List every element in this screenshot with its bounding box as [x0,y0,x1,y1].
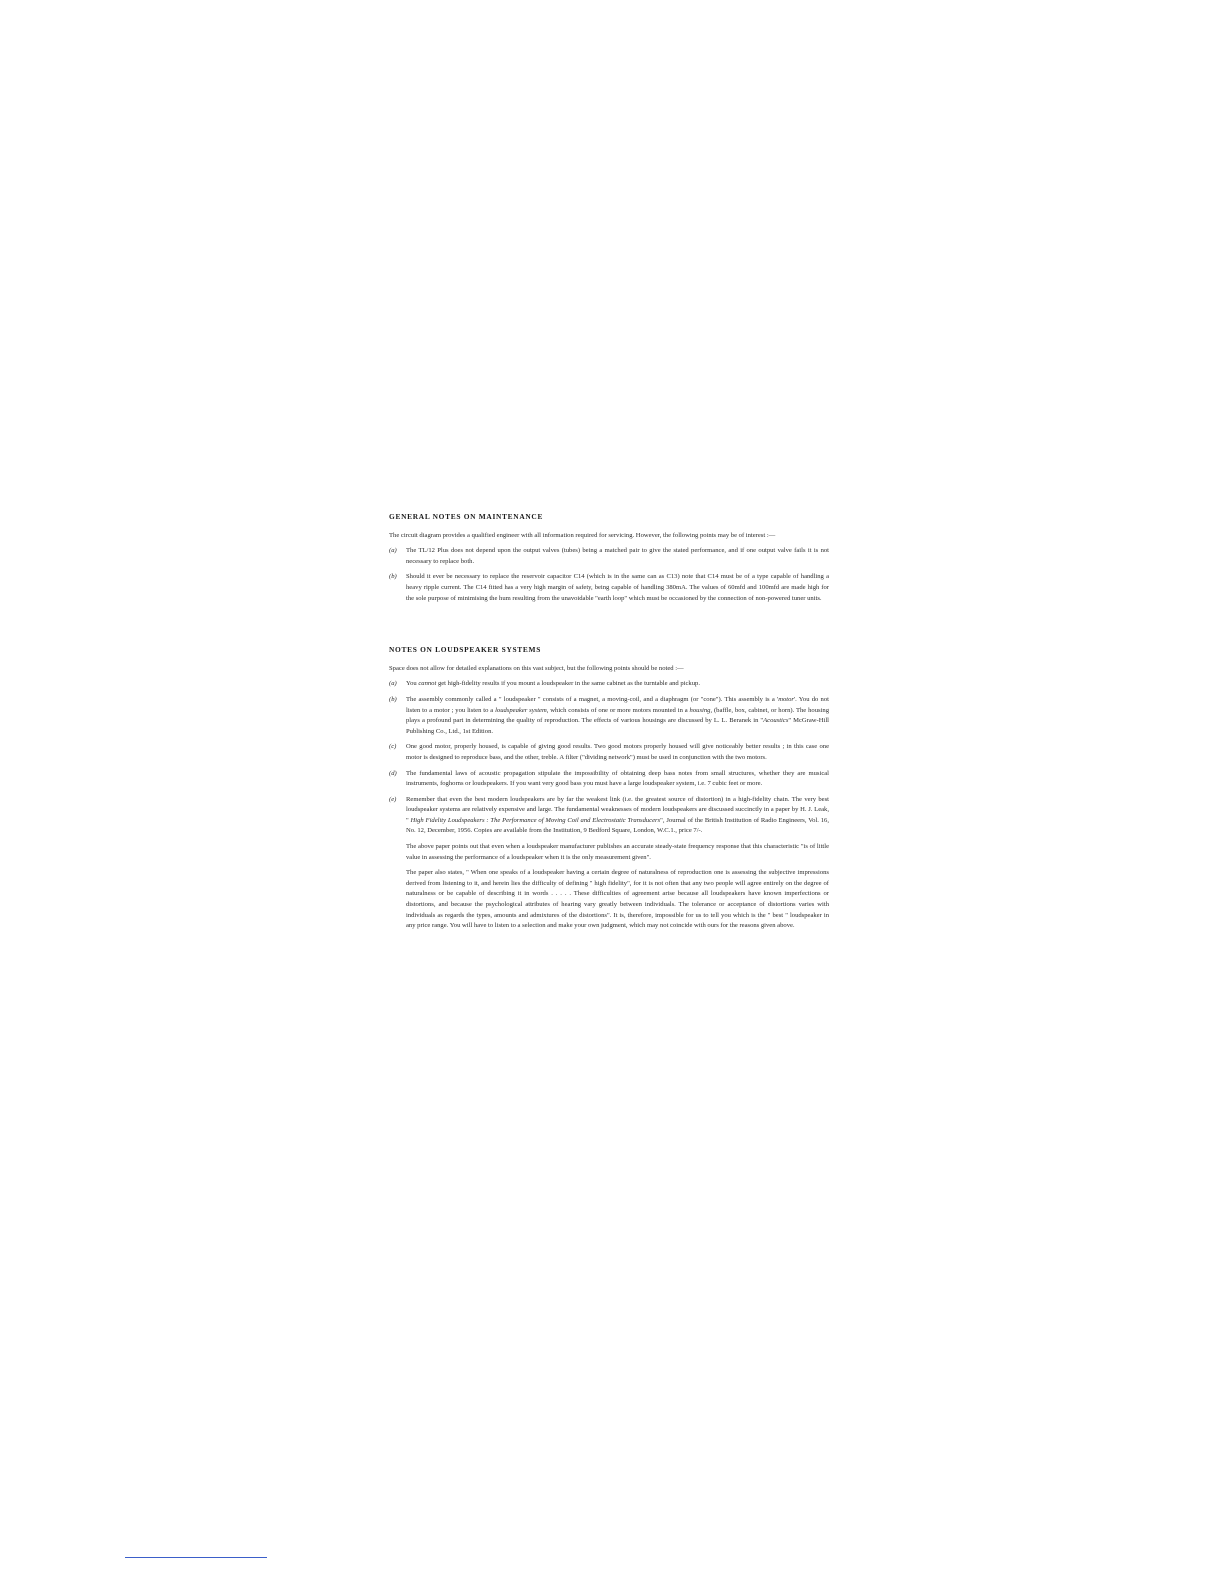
item-label: (a) [389,680,397,688]
item-text-emphasis: motor [778,695,794,703]
item-text-part: '. You do not listen to a motor ; you listen to a [406,695,829,714]
item-text-emphasis: Acoustics [763,717,789,725]
loudspeaker-heading: NOTES ON LOUDSPEAKER SYSTEMS [389,645,542,655]
item-label: (b) [389,573,397,581]
item-text-post: get high-fidelity results if you mount a loudspeaker in the same cabinet as the turntable and pickup. [436,680,700,688]
item-text: The fundamental laws of acoustic propagation stipulate the impossibility of obtaining deep bass notes from small structures, whether they are musical instruments, foghorns or loudspeakers. If you want very good bass you must have a large loudspeaker system, i.e. 7 cubic feet or more. [406,769,829,788]
item-text-part: , (baffle, box, cabinet, or horn). The housing plays a profound part in determining the quality of reproduction. The effects of various housings are discussed by L. L. Beranek in " [406,706,829,725]
item-text-part: The assembly commonly called a " loudspeaker " consists of a magnet, a moving-coil, and a diaphragm (or "cone"). This assembly is a ' [406,695,779,703]
maintenance-item-a [389,546,829,567]
loudspeaker-item-b [389,695,829,737]
footnote-divider [125,1557,267,1558]
item-label: (c) [389,743,397,751]
maintenance-heading: GENERAL NOTES ON MAINTENANCE [389,512,544,521]
loudspeaker-item-d [389,769,829,790]
loudspeaker-item-e [389,795,829,837]
item-text-emphasis: cannot [418,680,437,688]
section-spacer [389,609,829,645]
item-text-emphasis: loudspeaker system [495,706,547,714]
item-label: (d) [389,769,397,777]
loudspeaker-intro: Space does not allow for detailed explanations on this vast subject, but the following points should be noted :— [389,664,684,672]
item-label: (b) [389,695,397,703]
item-text: One good motor, properly housed, is capable of giving good results. Two good motors properly housed will give noticeably better results ; in this case one motor is designed to reproduce bass, and the other, treble. A filter ("dividing network") must be used in conjunction with the two motors. [406,743,829,761]
item-text-part: Remember that even the best modern loudspeakers are by far the weakest link (i.e. the greatest source of distortion) in a high-fidelity chain. The very best loudspeaker systems are relatively expensive and large. The fundamental weaknesses of modern loudspeakers are discussed succinctly in a paper by H. J. Leak, " [406,795,829,824]
item-text-part: ", Journal of the British Institution of Radio Engineers, Vol. 16, No. 12, December, 1956. Copies are available from the Institution, 9 Bedford Square, London, W.C.1., price 7/-. [406,816,829,835]
maintenance-item-b [389,572,829,604]
item-text: The TL/12 Plus does not depend upon the output valves (tubes) being a matched pair to give the stated performance, and if one output valve fails it is not necessary to replace both. [406,547,829,565]
item-text-part: " McGraw-Hill Publishing Co., Ltd., 1st Edition. [406,717,830,735]
loudspeaker-item-a [389,679,829,690]
maintenance-intro: The circuit diagram provides a qualified engineer with all information required for servicing. However, the following points may be of interest :— [389,531,776,539]
item-text-pre: You [406,680,419,688]
loudspeaker-paragraph-2: The paper also states, " When one speaks of a loudspeaker having a certain degree of naturalness of reproduction one is assessing the subjective impressions derived from listening to it, and herein lies the difficulty of defining " high fidelity", for it is not often that any two people will agree entirely on the degree of naturalness or be capable of describing it in words . . . . . These difficulties of agreement arise because all loudspeakers have known imperfections or distortions, and because the psychological attributes of hearing vary greatly between individuals. The tolerance or acceptance of distortions varies with individuals as regards the types, amounts and admixtures of the distortions". It is, therefore, impossible for us to tell you which is the " best " loudspeaker in any price range. You will have to listen to a selection and make your own judgment, which may not coincide with ours for the reasons given above. [406,869,829,930]
item-label: (e) [389,795,397,803]
item-text: Should it ever be necessary to replace the reservoir capacitor C14 (which is in the same can as C13) note that C14 must be of a type capable of handling a heavy ripple current. The C14 fitted has a very high margin of safety, being capable of handling 380mA. The values of 60mfd and 100mfd are made high for the sole purpose of minimising the hum resulting from the unavoidable "earth loop" which must be occasioned by the connection of non-powered tuner units. [406,573,829,602]
loudspeaker-item-c [389,742,829,763]
item-label: (a) [389,547,397,555]
document-page [389,512,829,937]
loudspeaker-paragraph-1: The above paper points out that even when a loudspeaker manufacturer publishes an accurate steady-state frequency response that this characteristic "is of little value in assessing the performance of a loudspeaker when it is the only measurement given". [406,843,829,861]
item-text-emphasis: housing [689,706,711,714]
item-text-part: , which consists of one or more motors mounted in a [546,706,690,714]
item-text-emphasis: High Fidelity Loudspeakers : The Performance of Moving Coil and Electrostatic Transducers [410,816,661,824]
